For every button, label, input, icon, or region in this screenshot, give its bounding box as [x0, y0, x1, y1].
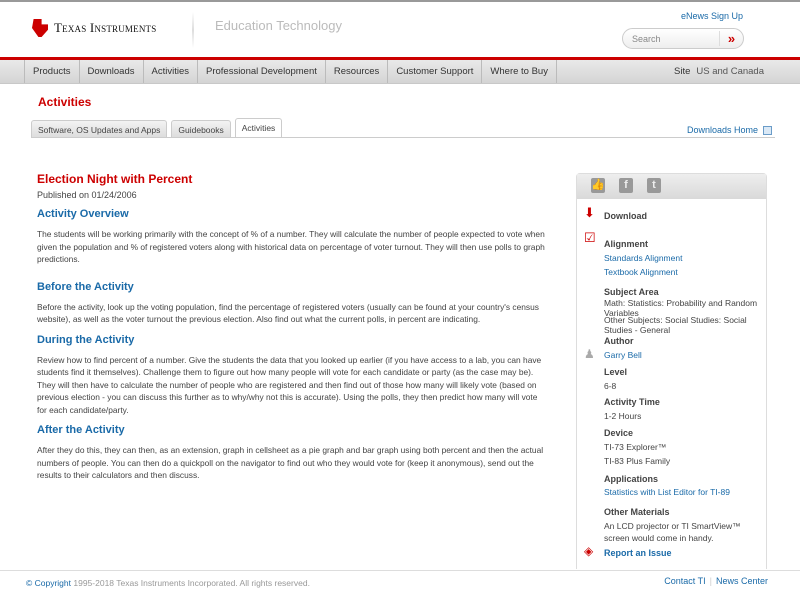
- tab-bar: [31, 120, 282, 137]
- section-heading: Activity Overview: [37, 208, 129, 220]
- report-issue-link[interactable]: Report an Issue: [604, 548, 672, 558]
- search-input[interactable]: Search: [632, 33, 661, 44]
- ti-logo-icon: [32, 19, 48, 37]
- other-materials-heading: Other Materials: [604, 507, 670, 517]
- alignment-heading: Alignment: [604, 239, 648, 249]
- application-link[interactable]: Statistics with List Editor for TI-89: [604, 487, 730, 497]
- standards-alignment-link[interactable]: Standards Alignment: [604, 253, 683, 263]
- nav-activities[interactable]: Activities: [143, 60, 197, 83]
- section-text: After they do this, they can then, as an extension, graph in cellsheet as a pie graph and bar graph using both percent and then the actual numbers of people. You can then do a quickpoll on the navigator to find out who they would vote for (keep it anonymous), send out the results to their calculators and then discuss.: [37, 445, 544, 480]
- footer-links: [664, 576, 768, 586]
- alert-icon: ◈: [584, 544, 594, 558]
- nav-products[interactable]: Products: [24, 60, 79, 83]
- social-bar: [577, 174, 766, 199]
- twitter-icon[interactable]: t: [647, 178, 661, 193]
- other-materials-value: An LCD projector or TI SmartView™ screen would come in handy.: [604, 521, 741, 543]
- subject-area-1: Math: Statistics: Probability and Random Variables: [604, 298, 758, 318]
- section-text: The students will be working primarily with the concept of % of a number. They will calculate the number of people expected to vote when given the population and % of registered voters along with historical data on percentage of voter turnout. They will then use polls to graph predictions.: [37, 229, 545, 264]
- level-value: 6-8: [604, 381, 617, 391]
- top-border: [0, 0, 800, 2]
- tab-guidebooks[interactable]: Guidebooks: [171, 120, 230, 137]
- section-heading: Before the Activity: [37, 280, 134, 293]
- textbook-alignment-link[interactable]: Textbook Alignment: [604, 267, 678, 277]
- tab-software[interactable]: Software, OS Updates and Apps: [31, 120, 167, 137]
- news-center-link[interactable]: News Center: [715, 576, 768, 586]
- applications-heading: Applications: [604, 474, 659, 484]
- section-text: Before the activity, look up the voting population, find the percentage of registered voters (usually can be found at your country's census website), as well as the voter turnout the previous election. Also find out what the current polls, in percent are indicating.: [37, 301, 539, 324]
- checkbox-icon: ☑: [584, 230, 596, 245]
- site-value[interactable]: US and Canada: [696, 66, 764, 77]
- page-title: Activities: [38, 95, 92, 109]
- subject-area-heading: Subject Area: [604, 287, 659, 297]
- site-selector[interactable]: [674, 66, 764, 77]
- device-1: TI-73 Explorer™: [604, 442, 667, 452]
- nav-downloads[interactable]: Downloads: [79, 60, 143, 83]
- section-heading: After the Activity: [37, 424, 125, 436]
- section-text: They will then have to calculate the number of people who are registered and then find out of those how many will likely vote (based on previous election - you can discuss this further as to why/why not this is accurate). Using the polls, they then predict how many will vote for each candidate/party.: [37, 379, 538, 415]
- tab-divider: [31, 137, 775, 138]
- divider: [192, 12, 194, 48]
- like-icon[interactable]: 👍: [591, 179, 605, 191]
- device-2: TI-83 Plus Family: [604, 456, 671, 466]
- nav-customer-support[interactable]: Customer Support: [387, 60, 481, 83]
- nav-professional-development[interactable]: Professional Development: [197, 60, 325, 83]
- device-heading: Device: [604, 428, 634, 438]
- activity-time-value: 1-2 Hours: [604, 411, 642, 421]
- nav-where-to-buy[interactable]: Where to Buy: [481, 60, 557, 83]
- activity-time-heading: Activity Time: [604, 397, 660, 407]
- contact-ti-link[interactable]: Contact TI: [664, 576, 706, 586]
- nav-resources[interactable]: Resources: [325, 60, 387, 83]
- download-link[interactable]: Download: [604, 211, 647, 221]
- level-heading: Level: [604, 367, 628, 377]
- downloads-home-link[interactable]: [687, 125, 772, 135]
- subject-area-2: Other Subjects: Social Studies: Social Studies - General: [604, 315, 747, 335]
- site-label: Site: [674, 66, 691, 77]
- footer-separator: |: [709, 576, 712, 586]
- activity-sidebar: [576, 173, 767, 569]
- ti-logo[interactable]: [32, 19, 156, 37]
- enews-signup-link[interactable]: eNews Sign Up: [680, 11, 743, 21]
- copyright-link[interactable]: © Copyright: [26, 578, 72, 588]
- search-box[interactable]: [622, 28, 744, 49]
- article-title: Election Night with Percent: [37, 172, 193, 186]
- author-link[interactable]: Garry Bell: [604, 350, 642, 360]
- copyright: [26, 578, 310, 588]
- tab-activities[interactable]: Activities: [235, 118, 283, 137]
- section-text: Review how to find percent of a number. Give the students the data that you looked up earlier (if you have access to a lab, you can have students find it themselves). Challenge them to figure out how many people will vote for each candidate or party (as the case may be).: [37, 354, 542, 377]
- home-icon: [763, 126, 772, 135]
- facebook-icon[interactable]: f: [619, 178, 633, 193]
- search-go-button[interactable]: »: [719, 31, 743, 46]
- section-heading: During the Activity: [37, 333, 135, 346]
- footer-divider: [0, 570, 800, 571]
- site-subtitle: Education Technology: [215, 18, 342, 33]
- downloads-home-label: Downloads Home: [686, 125, 758, 135]
- author-heading: Author: [604, 336, 634, 346]
- author-icon: ♟: [584, 347, 595, 361]
- brand-name: Texas Instruments: [54, 20, 157, 35]
- copyright-text: 1995-2018 Texas Instruments Incorporated. All rights reserved.: [71, 578, 310, 588]
- download-icon[interactable]: ⬇: [584, 205, 595, 220]
- article: [37, 172, 547, 482]
- published-date: Published on 01/24/2006: [37, 190, 137, 200]
